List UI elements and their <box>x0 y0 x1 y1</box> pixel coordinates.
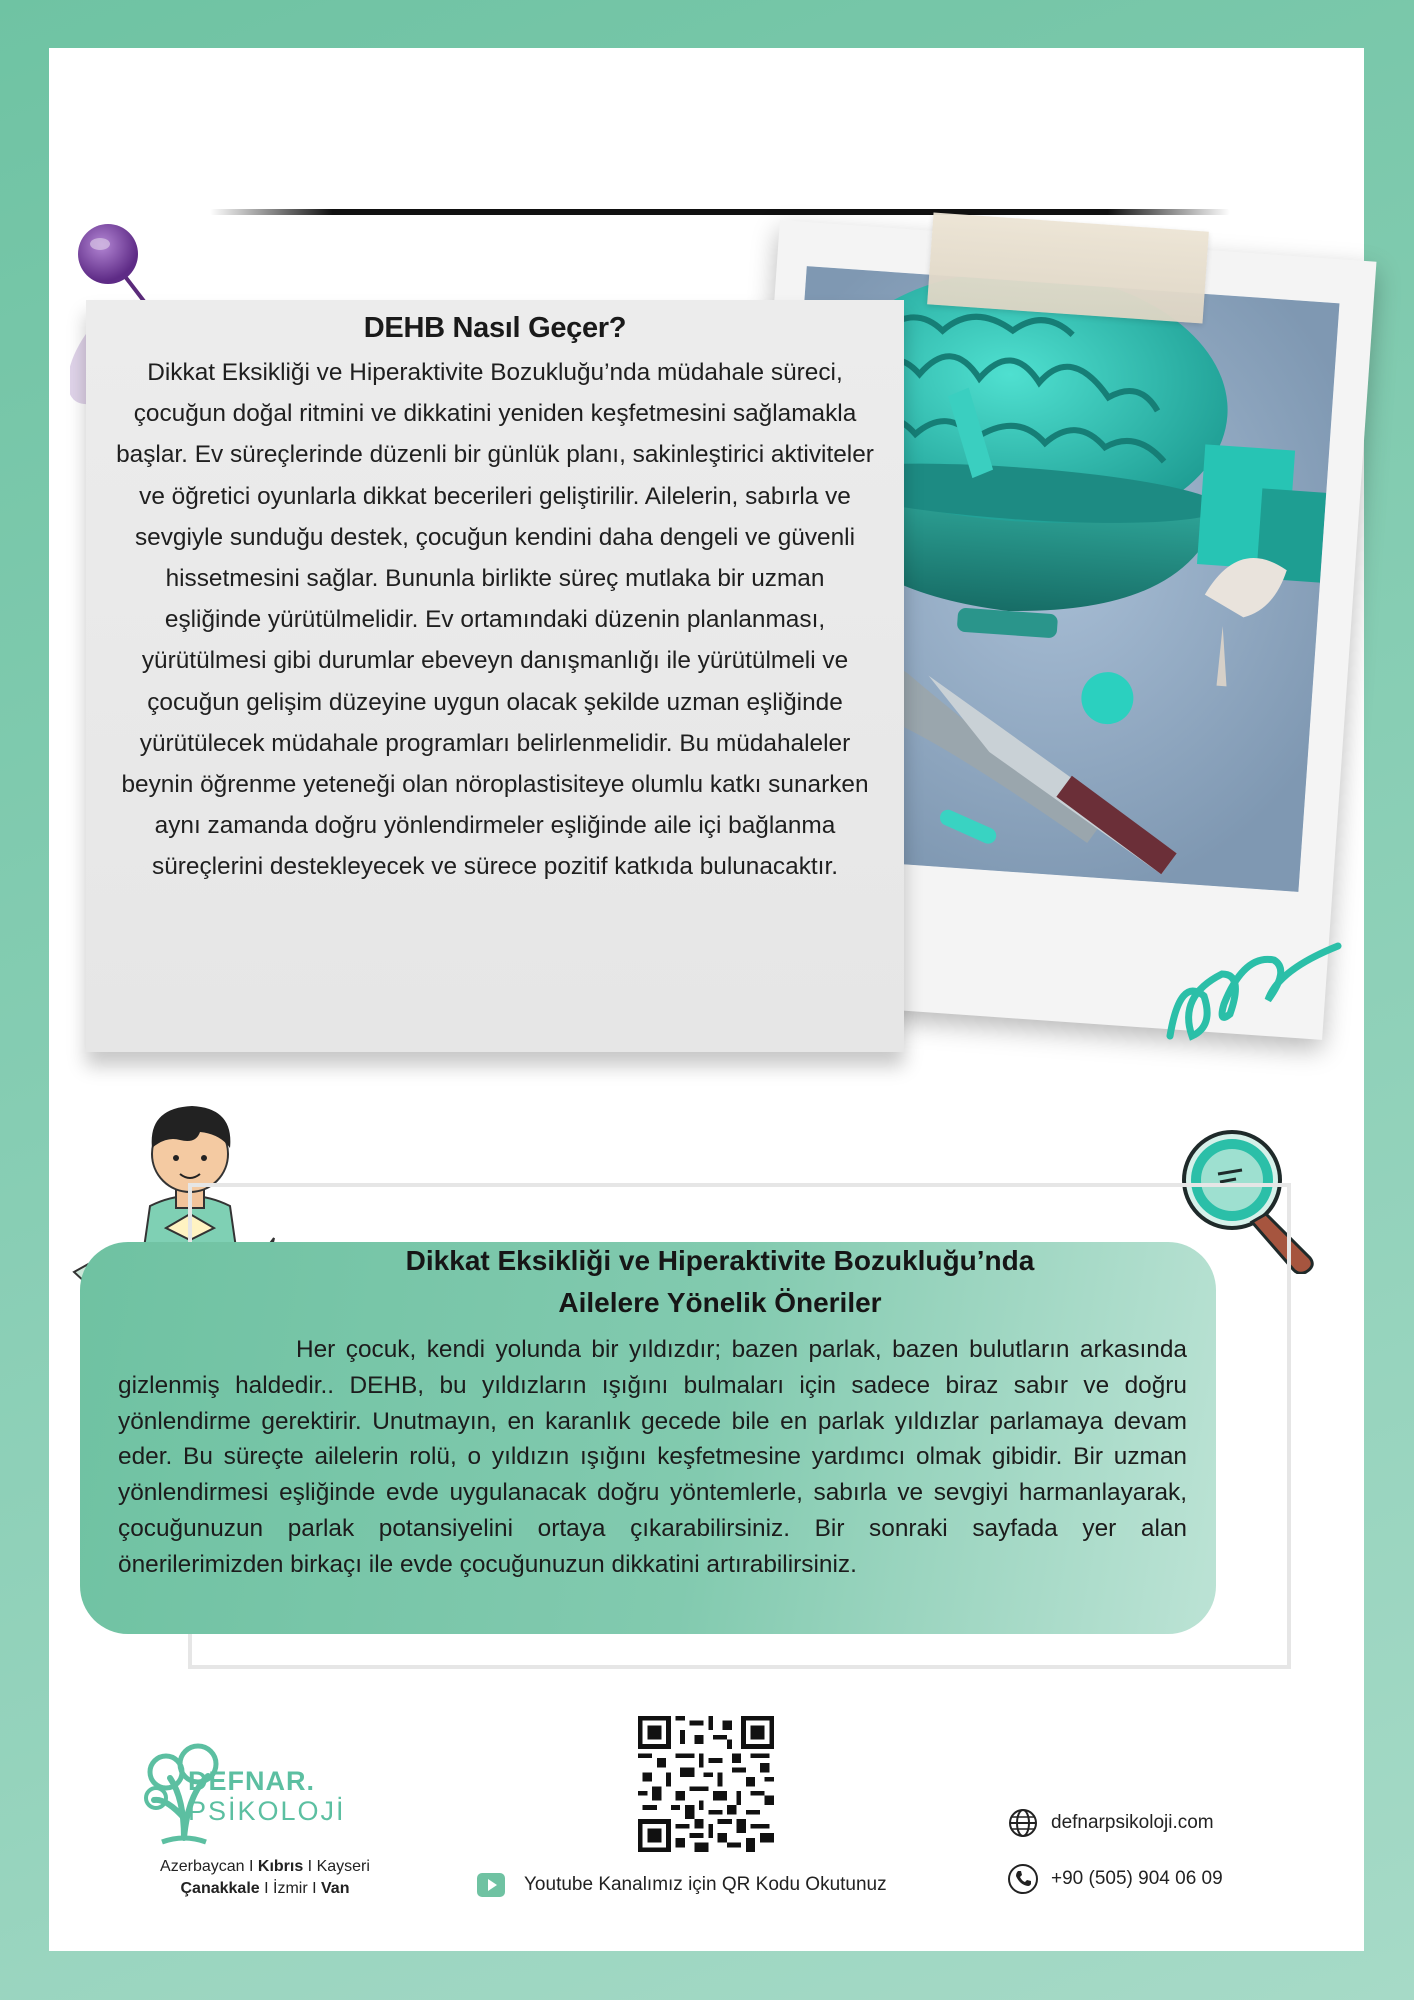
phone-number[interactable]: +90 (505) 904 06 09 <box>1051 1868 1223 1889</box>
city-azerbaycan: Azerbaycan <box>160 1858 245 1875</box>
tips-body: Her çocuk, kendi yolunda bir yıldızdır; bazen parlak, bazen bulutların arkasında gizlenmiş haldedir.. DEHB, bu yıldızların ışığını bulmaları için sadece biraz sabır ve doğru yönlendirme gerektirir. Unutmayın, en karanlık gecede bile en parlak yıldızlar parlamaya devam eder. Bu süreçte ailelerin rolü, o yıldızın ışığını keşfetmesine yardımcı olmak gibidir. Bir uzman yönlendirmesi eşliğinde evde uygulanacak doğru yöntemlerle, sabırla ve sevgiyi harmanlayarak, çocuğunuzun parlak potansiyelini ortaya çıkarabilirsiniz. Bir sonraki sayfada yer alan önerilerimizden birkaçı ile evde çocuğunuzun dikkatini artırabilirsiniz. <box>118 1336 1187 1578</box>
city-separator: I <box>303 1858 317 1875</box>
youtube-caption-row <box>476 1868 887 1902</box>
phone-row[interactable] <box>1007 1862 1223 1896</box>
phone-icon <box>1007 1863 1039 1895</box>
city-separator: I <box>307 1880 322 1897</box>
tips-title <box>260 1240 1180 1324</box>
tips-title-line2: Ailelere Yönelik Öneriler <box>558 1287 882 1318</box>
city-list <box>120 1856 410 1900</box>
article-title: DEHB Nasıl Geçer? <box>363 312 627 344</box>
youtube-icon[interactable] <box>476 1870 506 1900</box>
tape-strip <box>927 212 1209 323</box>
city-izmir: İzmir <box>273 1880 308 1897</box>
logo-line2: PSİKOLOJİ <box>188 1796 346 1826</box>
website-link[interactable]: defnarpsikoloji.com <box>1051 1812 1214 1833</box>
article-body: Dikkat Eksikliği ve Hiperaktivite Bozukluğu’nda müdahale süreci, çocuğun doğal ritmini ve dikkatini yeniden keşfetmesini sağlamakla başlar. Ev süreçlerinde düzenli bir günlük planı, sakinleştirici aktiviteler ve öğretici oyunlarla dikkat becerileri geliştirilir. Ailelerin, sabırla ve sevgiyle sunduğu destek, çocuğun kendini daha dengeli ve güvenli hissetmesini sağlar. Bununla birlikte süreç mutlaka bir uzman eşliğinde yürütülmelidir. Ev ortamındaki düzenin planlanması, yürütülmesi gibi durumlar ebeveyn danışmanlığı ile yürütülmeli ve çocuğun gelişim düzeyine uygun olacak şekilde uzman eşliğinde yürütülecek müdahale programları belirlenmelidir. Bu müdahaleler beynin öğrenme yeteneği olan nöroplastisiteye olumlu katkı sunarken aynı zamanda doğru yönlendirmeler eşliğinde aile içi bağlanma süreçlerini destekleyecek ve sürece pozitif katkıda bulunacaktır. <box>116 359 874 881</box>
article-card <box>86 300 904 1052</box>
website-row[interactable] <box>1007 1806 1214 1840</box>
tips-title-line1: Dikkat Eksikliği ve Hiperaktivite Bozukluğu’nda <box>405 1245 1035 1276</box>
squiggle-decoration <box>1164 940 1354 1050</box>
city-separator: I <box>259 1880 274 1897</box>
city-canakkale: Çanakkale <box>180 1880 260 1897</box>
city-kayseri: Kayseri <box>316 1858 370 1875</box>
qr-caption: Youtube Kanalımız için QR Kodu Okutunuz <box>524 1874 887 1895</box>
decorative-divider <box>210 209 1230 215</box>
qr-code-icon[interactable] <box>638 1716 774 1852</box>
logo-line1: DEFNAR. <box>188 1766 315 1796</box>
globe-icon <box>1007 1807 1039 1839</box>
logo-wordmark <box>188 1766 346 1826</box>
city-separator: I <box>244 1858 258 1875</box>
city-van: Van <box>321 1880 350 1897</box>
city-kibris: Kıbrıs <box>257 1858 304 1875</box>
